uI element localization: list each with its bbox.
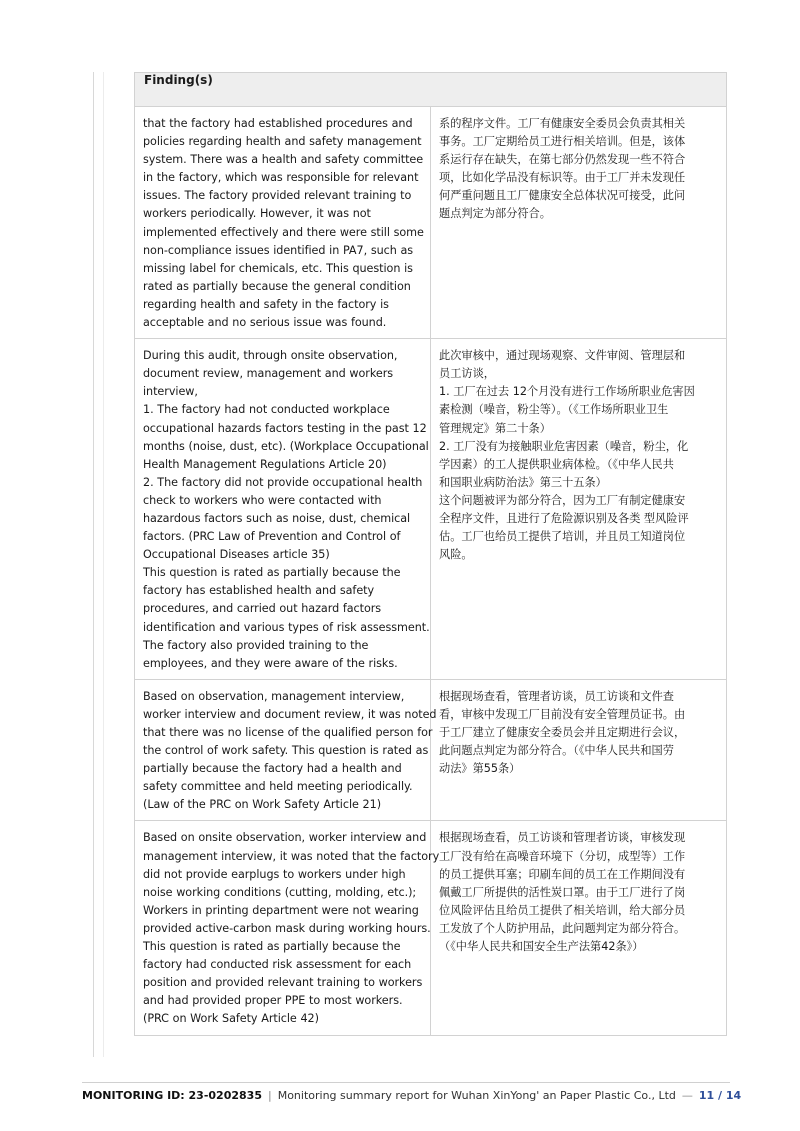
finding-chinese-line: 估。工厂也给员工提供了培训，并且员工知道岗位 [439, 530, 686, 544]
finding-english-line: regarding health and safety in the factory is [143, 297, 389, 311]
finding-chinese-line: 员工访谈， [439, 367, 495, 381]
finding-english-line: safety committee and held meeting periodically. [143, 780, 413, 794]
finding-chinese-line: 管理规定》第二十条） [439, 421, 551, 435]
finding-chinese-line: 工发放了个人防护用品，此问题判定为部分符合。 [439, 921, 686, 935]
finding-chinese-line: 于工厂建立了健康安全委员会并且定期进行会议， [439, 726, 686, 739]
finding-row [135, 679, 727, 821]
report-title: Monitoring summary report for Wuhan XinYong' an Paper Plastic Co., Ltd [277, 1089, 676, 1102]
finding-english-line: issues. The factory provided relevant training to [143, 189, 412, 203]
finding-chinese-line: 根据现场查看，员工访谈和管理者访谈，审核发现 [439, 831, 686, 845]
finding-english-line: that the factory had established procedures and [143, 117, 413, 130]
finding-english-line: hazardous factors such as noise, dust, chemical [143, 511, 411, 525]
finding-english-line: missing label for chemicals, etc. This question is [143, 261, 413, 275]
finding-chinese-line: 这个问题被评为部分符合，因为工厂有制定健康安 [439, 493, 686, 507]
finding-english-line: did not provide earplugs to workers under high [143, 867, 406, 881]
page-footer [82, 1089, 742, 1102]
finding-chinese-line: 工厂没有给在高噪音环境下（分切，成型等）工作 [439, 849, 686, 863]
finding-english-line: 1. The factory had not conducted workplace [143, 403, 390, 417]
finding-chinese-line: 素检测（噪音，粉尘等）。（《工作场所职业卫生 [439, 403, 669, 417]
finding-english-line: factors. (PRC Law of Prevention and Control of [143, 530, 401, 544]
finding-chinese-line: 位风险评估且给员工提供了相关培训，给大部分员 [439, 903, 686, 917]
finding-chinese-line: 学因素）的工人提供职业病体检。（《中华人民共 [439, 457, 674, 471]
finding-chinese-cell [431, 821, 727, 1035]
finding-english-line: and had provided proper PPE to most workers. [143, 994, 403, 1008]
finding-chinese-line: 题点判定为部分符合。 [439, 207, 551, 221]
findings-table [134, 72, 727, 1036]
finding-chinese-line: 看，审核中发现工厂目前没有安全管理员证书。由 [439, 707, 686, 721]
finding-english-cell [135, 107, 431, 339]
finding-chinese-cell [431, 679, 727, 821]
finding-chinese-line: 和国职业病防治法》第三十五条） [439, 475, 607, 489]
finding-chinese-line: 全程序文件，且进行了危险源识别及各类 型风险评 [439, 511, 689, 525]
finding-english-line: worker interview and document review, it was noted [143, 707, 437, 721]
finding-english-line: procedures, and carried out hazard factors [143, 602, 382, 616]
finding-english-line: identification and various types of risk assessment. [143, 620, 430, 634]
finding-english-line: management interview, it was noted that the factory [143, 849, 440, 863]
finding-english-line: partially because the factory had a health and [143, 762, 402, 776]
finding-english-line: check to workers who were contacted with [143, 493, 382, 507]
finding-row [135, 107, 727, 339]
finding-chinese-line: 系的程序文件。工厂有健康安全委员会负责其相关 [439, 117, 686, 130]
monitoring-id: MONITORING ID: 23-0202835 [82, 1089, 262, 1102]
footer-divider [82, 1082, 730, 1083]
finding-chinese-cell [431, 339, 727, 680]
page-number: 11 / 14 [698, 1089, 742, 1102]
finding-chinese-line: 的员工提供耳塞；印刷车间的员工在工作期间没有 [439, 867, 686, 881]
finding-chinese-line: 风险。 [439, 548, 473, 562]
findings-body [135, 107, 727, 1036]
finding-chinese-cell [431, 107, 727, 339]
finding-english-cell [135, 679, 437, 821]
finding-row [135, 821, 727, 1035]
finding-english-line: in the factory, which was responsible for relevant [143, 171, 419, 185]
finding-english-line: (PRC on Work Safety Article 42) [143, 1012, 319, 1026]
finding-english-cell [135, 821, 440, 1035]
finding-english-line: Based on onsite observation, worker interview and [143, 831, 427, 845]
finding-english-line: factory had conducted risk assessment for each [143, 958, 412, 972]
finding-chinese-line: 2. 工厂没有为接触职业危害因素（噪音，粉尘，化 [439, 439, 689, 453]
finding-chinese-line: 佩戴工厂所提供的活性炭口罩。由于工厂进行了岗 [439, 885, 686, 899]
finding-chinese-line: 动法》第55条） [439, 762, 521, 776]
finding-english-line: implemented effectively and there were still some [143, 225, 424, 239]
finding-row [135, 339, 727, 680]
finding-english-line: occupational hazards factors testing in the past 12 [143, 421, 427, 435]
finding-english-line: months (noise, dust, etc). (Workplace Occupational [143, 439, 429, 453]
finding-english-line: interview, [143, 385, 198, 399]
footer-separator: | [267, 1089, 272, 1102]
finding-english-line: 2. The factory did not provide occupational health [143, 475, 423, 489]
finding-english-line: This question is rated as partially because the [143, 940, 401, 954]
finding-english-line: Based on observation, management interview, [143, 689, 405, 703]
finding-english-line: Workers in printing department were not wearing [143, 903, 419, 917]
finding-english-line: factory has established health and safety [143, 584, 375, 598]
finding-english-line: Health Management Regulations Article 20) [143, 457, 387, 471]
finding-chinese-line: 此次审核中，通过现场观察、文件审阅、管理层和 [439, 349, 686, 363]
finding-english-line: document review, management and workers [143, 367, 394, 381]
finding-english-line: Occupational Diseases article 35) [143, 548, 330, 562]
finding-english-line: non-compliance issues identified in PA7, such as [143, 243, 414, 257]
finding-english-line: provided active-carbon mask during working hours. [143, 921, 431, 935]
finding-chinese-line: 根据现场查看，管理者访谈，员工访谈和文件查 [439, 689, 674, 703]
finding-english-line: workers periodically. However, it was not [143, 207, 371, 221]
finding-english-line: noise working conditions (cutting, molding, etc.); [143, 885, 417, 899]
findings-header: Finding(s) [135, 73, 727, 107]
finding-chinese-line: 此问题点判定为部分符合。（《中华人民共和国劳 [439, 744, 674, 758]
finding-english-line: employees, and they were aware of the risks. [143, 656, 398, 670]
finding-chinese-line: （《中华人民共和国安全生产法第42条》） [439, 940, 644, 954]
finding-english-line: rated as partially because the general condition [143, 279, 411, 293]
findings-header-row [135, 73, 727, 107]
finding-english-line: This question is rated as partially because the [143, 566, 401, 580]
finding-chinese-line: 何严重问题且工厂健康安全总体状况可接受，此问 [439, 189, 686, 203]
finding-chinese-line: 事务。工厂定期给员工进行相关培训。但是，该体 [439, 135, 686, 149]
finding-english-line: system. There was a health and safety committee [143, 153, 424, 167]
finding-chinese-line: 系运行存在缺失，在第七部分仍然发现一些不符合 [439, 153, 686, 167]
finding-chinese-line: 项，比如化学品没有标识等。由于工厂并未发现任 [439, 171, 686, 185]
finding-english-cell [135, 339, 431, 680]
finding-english-line: that there was no license of the qualified person for [143, 726, 433, 739]
footer-dash: — [681, 1089, 693, 1102]
finding-chinese-line: 1. 工厂在过去 12个月没有进行工作场所职业危害因 [439, 385, 695, 399]
finding-english-line: The factory also provided training to the [143, 638, 369, 652]
left-margin-rule-inner [103, 72, 104, 1057]
finding-english-line: position and provided relevant training to workers [143, 976, 423, 990]
finding-english-line: During this audit, through onsite observation, [143, 349, 398, 363]
finding-english-line: (Law of the PRC on Work Safety Article 21) [143, 798, 382, 812]
left-margin-rule [93, 72, 94, 1057]
finding-english-line: the control of work safety. This question is rated as [143, 744, 429, 758]
finding-english-line: acceptable and no serious issue was found. [143, 316, 387, 330]
finding-english-line: policies regarding health and safety management [143, 135, 422, 149]
